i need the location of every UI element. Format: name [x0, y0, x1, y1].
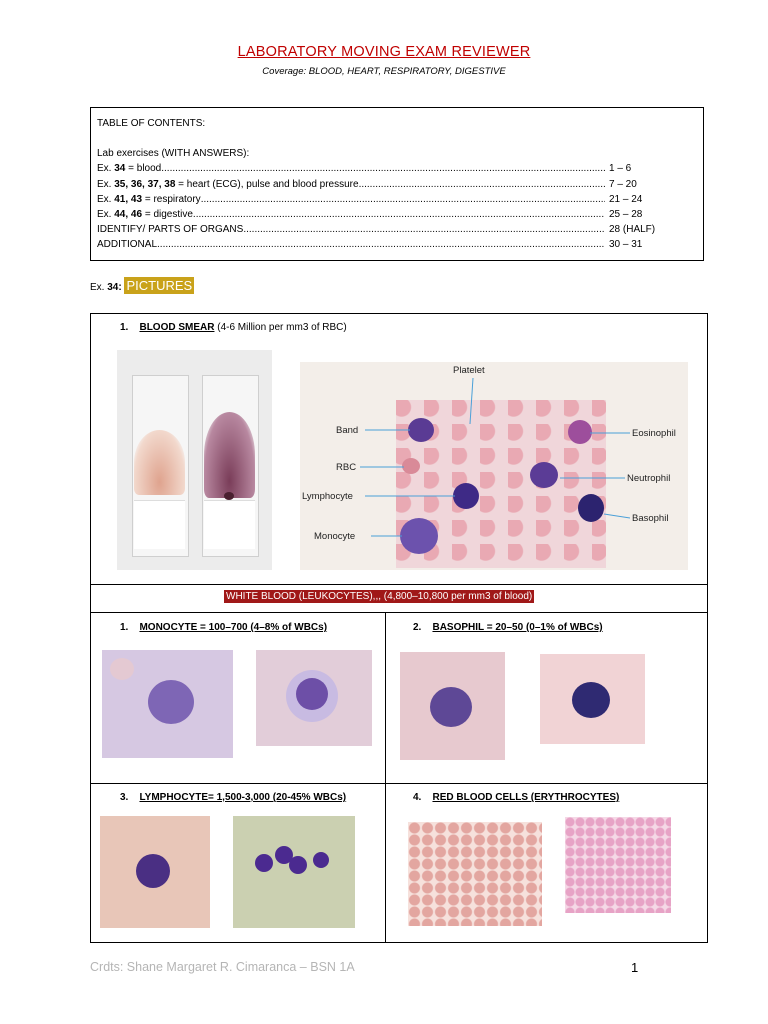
- toc-row: ADDITIONAL ..... 30 – 31: [97, 237, 697, 252]
- toc-heading: TABLE OF CONTENTS:: [97, 118, 206, 129]
- neutrophil-cell: [530, 462, 558, 488]
- label-band: Band: [336, 425, 359, 436]
- toc-row: IDENTIFY/ PARTS OF ORGANS ..... 28 (HALF): [97, 222, 697, 237]
- label-eosinophil: Eosinophil: [632, 428, 676, 439]
- monocyte-heading: 1. MONOCYTE = 100–700 (4–8% of WBCs): [120, 622, 328, 633]
- rbc-photo-2: [565, 817, 671, 913]
- toc-subheading: Lab exercises (WITH ANSWERS):: [97, 148, 250, 160]
- toc-row: Ex. 41, 43 = respiratory ..... 21 – 24: [97, 192, 697, 207]
- label-monocyte: Monocyte: [314, 531, 356, 542]
- lymphocyte-photo-1: [100, 816, 210, 928]
- toc-row: Ex. 34 = blood ..... 1 – 6: [97, 161, 697, 176]
- footer-credits: Crdts: Shane Margaret R. Cimaranca – BSN 1A: [90, 960, 355, 974]
- blood-smear-heading: 1. BLOOD SMEAR (4-6 Million per mm3 of RBC): [120, 322, 347, 333]
- toc-page: 21 – 24: [609, 193, 643, 205]
- lymphocyte-cell: [453, 483, 479, 509]
- wbc-banner: WHITE BLOOD (LEUKOCYTES),,, (4,800–10,800 per mm3 of blood): [226, 591, 533, 602]
- section-label: Ex. 34: PICTURES: [90, 278, 193, 293]
- document-title: LABORATORY MOVING EXAM REVIEWER: [237, 44, 531, 60]
- table-divider: [385, 612, 386, 943]
- rbc-cell: [402, 458, 420, 474]
- toc-row: Ex. 44, 46 = digestive ..... 25 – 28: [97, 207, 697, 222]
- toc-row: Ex. 35, 36, 37, 38 = heart (ECG), pulse and blood pressure ..... 7 – 20: [97, 177, 697, 192]
- basophil-cell: [578, 494, 604, 522]
- labeled-blood-smear-diagram: [300, 362, 688, 570]
- toc-page: 28 (HALF): [609, 224, 656, 236]
- monocyte-cell: [400, 518, 438, 554]
- page-number: 1: [631, 960, 639, 975]
- table-divider: [90, 612, 708, 613]
- label-platelet: Platelet: [453, 365, 485, 376]
- lymphocyte-heading: 3. LYMPHOCYTE= 1,500-3,000 (20-45% WBCs): [120, 792, 347, 803]
- toc-page: 7 – 20: [609, 178, 637, 190]
- basophil-photo-2: [540, 654, 645, 744]
- rbc-photo-1: [408, 822, 542, 926]
- coverage-line: Coverage: BLOOD, HEART, RESPIRATORY, DIGESTIVE: [262, 66, 506, 77]
- rbc-heading: 4. RED BLOOD CELLS (ERYTHROCYTES): [413, 792, 620, 803]
- band-cell: [408, 418, 434, 442]
- label-neutrophil: Neutrophil: [627, 473, 671, 484]
- monocyte-photo-2: [256, 650, 372, 746]
- table-divider: [90, 584, 708, 585]
- label-rbc: RBC: [336, 462, 357, 473]
- toc-page: 1 – 6: [609, 163, 632, 175]
- pictures-highlight: PICTURES: [126, 278, 193, 293]
- monocyte-photo-1: [102, 650, 233, 758]
- label-lymphocyte: Lymphocyte: [302, 491, 353, 502]
- blood-smear-slides-photo: [117, 350, 272, 570]
- basophil-heading: 2. BASOPHIL = 20–50 (0–1% of WBCs): [413, 622, 603, 633]
- table-of-contents: [90, 107, 704, 261]
- toc-page: 30 – 31: [609, 239, 643, 251]
- basophil-photo-1: [400, 652, 505, 760]
- table-divider: [90, 783, 708, 784]
- eosinophil-cell: [568, 420, 592, 444]
- lymphocyte-photo-2: [233, 816, 355, 928]
- toc-page: 25 – 28: [609, 209, 643, 221]
- label-basophil: Basophil: [632, 513, 669, 524]
